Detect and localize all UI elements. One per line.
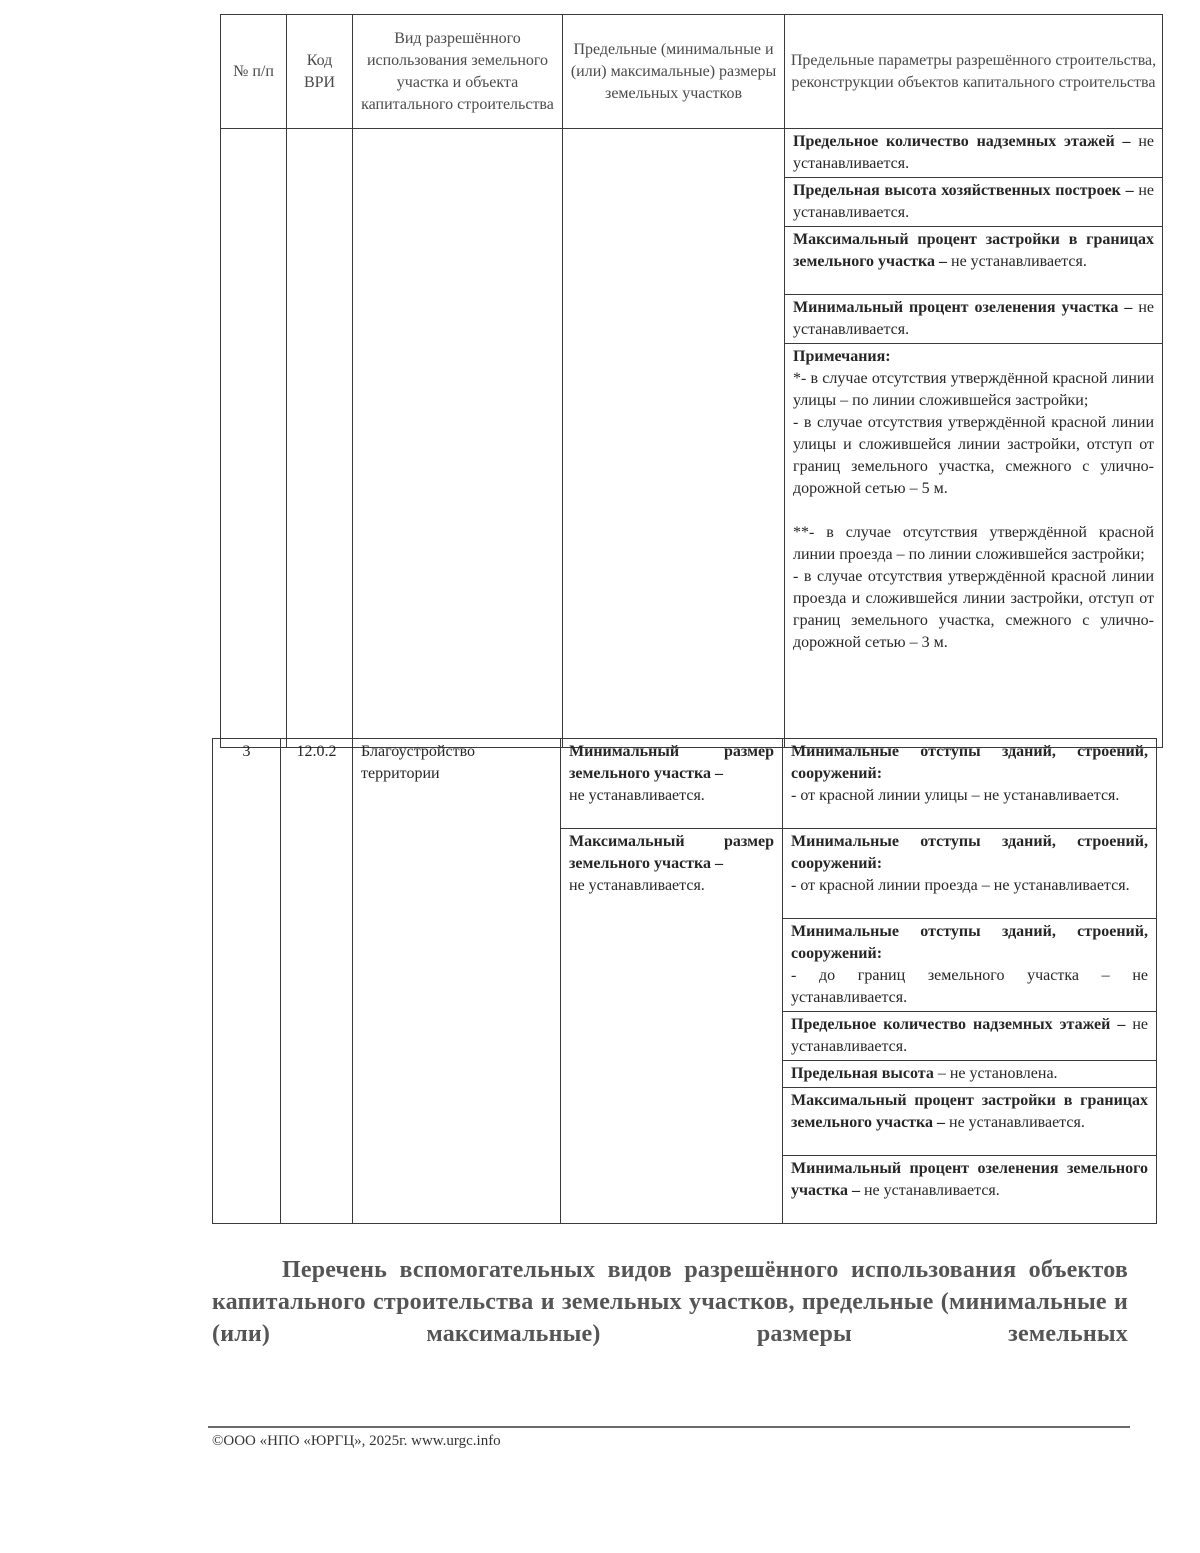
footer-divider — [208, 1426, 1130, 1428]
header-code: Код ВРИ — [287, 15, 353, 129]
size-value: не устанавливается. — [569, 877, 705, 894]
param-value: - от красной линии улицы – не устанавливается. — [791, 787, 1120, 804]
note-paragraph: **- в случае отсутствия утверждённой красной линии проезда – по линии сложившейся застройки; — [793, 524, 1154, 563]
param-value: не устанавливается. — [793, 299, 1154, 338]
land-use-kind: Благоустройство территории — [353, 739, 561, 1224]
param-cell — [783, 1012, 1157, 1061]
header-params: Предельные параметры разрешённого строительства, реконструкции объектов капитального строительства — [785, 15, 1163, 129]
param-value: не устанавливается. — [793, 133, 1154, 172]
param-title: Предельное количество надземных этажей – — [791, 1016, 1126, 1033]
param-cell — [783, 1061, 1157, 1088]
size-cell — [561, 739, 783, 829]
param-title: Минимальные отступы зданий, строений, сооружений: — [791, 743, 1148, 782]
param-cell — [785, 129, 1163, 178]
param-title: Предельное количество надземных этажей – — [793, 133, 1131, 150]
param-cell — [783, 829, 1157, 919]
param-cell — [785, 178, 1163, 227]
param-cell — [785, 227, 1163, 295]
param-title: Минимальный процент озеленения земельного участка – — [791, 1160, 1148, 1199]
param-title: Минимальные отступы зданий, строений, сооружений: — [791, 833, 1148, 872]
spacer — [793, 500, 1154, 522]
regulations-table-continuation — [220, 14, 1163, 748]
empty-cell — [287, 129, 353, 748]
size-cell — [561, 829, 783, 1224]
row-number: 3 — [213, 739, 281, 1224]
param-title: Максимальный процент застройки в границах земельного участка – — [791, 1092, 1148, 1131]
empty-cell — [563, 129, 785, 748]
param-cell — [785, 295, 1163, 344]
header-sizes: Предельные (минимальные и (или) максимальные) размеры земельных участков — [563, 15, 785, 129]
param-value: - до границ земельного участка – не устанавливается. — [791, 967, 1148, 1006]
param-value: не устанавливается. — [947, 253, 1087, 270]
header-num: № п/п — [221, 15, 287, 129]
note-paragraph: *- в случае отсутствия утверждённой красной линии улицы – по линии сложившейся застройки; — [793, 370, 1154, 409]
size-title: Минимальный размер земельного участка – — [569, 743, 774, 782]
footer-copyright: ©ООО «НПО «ЮРГЦ», 2025г. www.urgc.info — [212, 1433, 501, 1449]
param-cell — [783, 1156, 1157, 1224]
notes-cell — [785, 344, 1163, 748]
regulations-table-row-3 — [212, 738, 1157, 1224]
table-header-row — [221, 15, 1163, 129]
param-cell — [783, 1088, 1157, 1156]
note-paragraph: - в случае отсутствия утверждённой красной линии улицы и сложившейся линии застройки, отступ от границ земельного участка, смежного с улично-дорожной сетью – 5 м. — [793, 414, 1154, 497]
param-value: - от красной линии проезда – не устанавливается. — [791, 877, 1130, 894]
param-value: – не установлена. — [933, 1065, 1058, 1082]
size-title: Максимальный размер земельного участка – — [569, 833, 774, 872]
param-value: не устанавливается. — [791, 1016, 1148, 1055]
section-heading-text: Перечень вспомогательных видов разрешённого использования объектов капитального строительства и земельных участков, предельные (минимальные и (или) максимальные) размеры земельных — [212, 1257, 1128, 1347]
table-row — [213, 739, 1157, 829]
param-title: Минимальный процент озеленения участка – — [793, 299, 1133, 316]
vri-code: 12.0.2 — [281, 739, 353, 1224]
header-kind: Вид разрешённого использования земельного участка и объекта капитального строительства — [353, 15, 563, 129]
section-heading — [212, 1254, 1128, 1350]
param-cell — [783, 739, 1157, 829]
note-paragraph: - в случае отсутствия утверждённой красной линии проезда и сложившейся линии застройки, отступ от границ земельного участка, смежного с улично-дорожной сетью – 3 м. — [793, 568, 1154, 651]
param-title: Максимальный процент застройки в границах земельного участка – — [793, 231, 1154, 270]
size-value: не устанавливается. — [569, 787, 705, 804]
param-value: не устанавливается. — [859, 1182, 1000, 1199]
param-title: Минимальные отступы зданий, строений, сооружений: — [791, 923, 1148, 962]
param-title: Предельная высота — [791, 1065, 934, 1082]
empty-cell — [353, 129, 563, 748]
param-title: Предельная высота хозяйственных построек – — [793, 182, 1134, 199]
param-value: не устанавливается. — [945, 1114, 1085, 1131]
param-cell — [783, 919, 1157, 1012]
notes-title: Примечания: — [793, 348, 891, 365]
table-row — [221, 129, 1163, 178]
empty-cell — [221, 129, 287, 748]
param-value: не устанавливается. — [793, 182, 1154, 221]
